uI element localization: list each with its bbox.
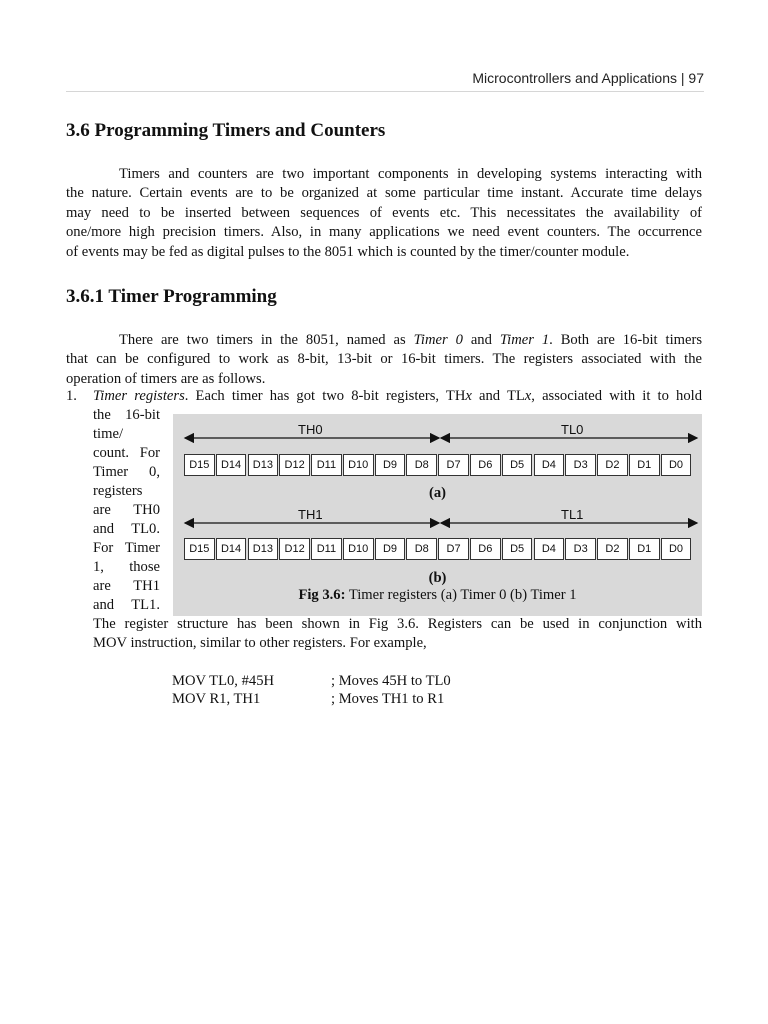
- text-run: . Each timer has got two 8-bit registers, TH: [184, 388, 466, 404]
- code-instruction: MOV TL0, #45H: [172, 673, 275, 689]
- label-th1: TH1: [295, 507, 326, 522]
- bit-cell-d0: D0: [661, 538, 692, 560]
- bit-cell-d2: D2: [597, 454, 628, 476]
- bit-cell-d15: D15: [184, 538, 215, 560]
- bit-cell-d14: D14: [216, 538, 247, 560]
- wrap-line: For Timer: [93, 540, 160, 557]
- paragraph-line: the nature. Certain events are to be organized at some particular time instant. Accurate time delays: [66, 185, 702, 202]
- figure-tag-a: (a): [428, 485, 447, 501]
- wrap-line: time/: [93, 426, 123, 443]
- register-row-timer1: [184, 538, 691, 560]
- bit-cell-d12: D12: [279, 538, 310, 560]
- bit-cell-d8: D8: [406, 454, 437, 476]
- text-run: and TL: [471, 388, 525, 404]
- text-run: . Both are 16-bit timers: [549, 332, 703, 348]
- bit-cell-d12: D12: [279, 454, 310, 476]
- section-title-3-6: 3.6 Programming Timers and Counters: [66, 120, 386, 141]
- label-tl1: TL1: [558, 507, 586, 522]
- bit-cell-d8: D8: [406, 538, 437, 560]
- register-row-timer0: [184, 454, 691, 476]
- text-run: and: [462, 332, 500, 348]
- bit-cell-d1: D1: [629, 454, 660, 476]
- figure-tag-b: (b): [428, 570, 447, 586]
- label-th0: TH0: [295, 422, 326, 437]
- code-instruction: MOV R1, TH1: [172, 691, 261, 707]
- wrap-line: are TH0: [93, 502, 160, 519]
- header-rule: [66, 91, 704, 92]
- bit-cell-d9: D9: [375, 454, 406, 476]
- wrap-line: the 16-bit: [93, 407, 160, 423]
- term-timer1: Timer 1: [499, 332, 550, 348]
- bit-cell-d6: D6: [470, 454, 501, 476]
- paragraph-register-structure: [93, 615, 702, 654]
- paragraph-line: Timers and counters are two important components in developing systems interacting with: [119, 166, 702, 182]
- bit-cell-d0: D0: [661, 454, 692, 476]
- bit-cell-d7: D7: [438, 538, 469, 560]
- term-timer-registers: Timer registers: [93, 388, 185, 404]
- paragraph-timers-counters: [66, 165, 702, 262]
- wrap-line: 1, those: [93, 559, 160, 576]
- text-run-italic: x: [524, 388, 532, 404]
- bit-cell-d15: D15: [184, 454, 215, 476]
- bit-cell-d5: D5: [502, 538, 533, 560]
- text-run-italic: x: [465, 388, 472, 404]
- wrap-line: Timer 0,: [93, 464, 160, 481]
- wrap-line: count. For: [93, 445, 160, 462]
- caption-text: Timer registers (a) Timer 0 (b) Timer 1: [345, 587, 577, 603]
- wrap-line: and TL0.: [93, 521, 160, 538]
- bit-cell-d7: D7: [438, 454, 469, 476]
- bit-cell-d1: D1: [629, 538, 660, 560]
- paragraph-line: [66, 331, 702, 350]
- list-item-first-line: [93, 387, 702, 406]
- text-run: , associated with it to hold: [531, 388, 702, 404]
- bit-cell-d4: D4: [534, 454, 565, 476]
- running-header: Microcontrollers and Applications | 97: [472, 70, 704, 86]
- paragraph-timer-programming: [66, 331, 702, 389]
- caption-label: Fig 3.6:: [298, 587, 346, 603]
- bit-cell-d14: D14: [216, 454, 247, 476]
- paragraph-line: of events may be fed as digital pulses to the 8051 which is counted by the timer/counter module.: [66, 243, 630, 260]
- bit-cell-d11: D11: [311, 454, 342, 476]
- bit-cell-d5: D5: [502, 454, 533, 476]
- paragraph-line: may need to be inserted between sequences of events etc. This necessitates the availability of: [66, 204, 702, 221]
- bit-cell-d3: D3: [565, 454, 596, 476]
- bit-cell-d4: D4: [534, 538, 565, 560]
- bit-cell-d3: D3: [565, 538, 596, 560]
- bit-cell-d9: D9: [375, 538, 406, 560]
- bit-cell-d2: D2: [597, 538, 628, 560]
- bit-cell-d10: D10: [343, 538, 374, 560]
- code-comment: ; Moves 45H to TL0: [331, 673, 451, 689]
- wrapped-text-column: [93, 406, 160, 616]
- code-comment: ; Moves TH1 to R1: [331, 691, 445, 707]
- bit-cell-d6: D6: [470, 538, 501, 560]
- paragraph-line: operation of timers are as follows.: [66, 370, 266, 387]
- list-number: 1.: [66, 388, 77, 404]
- bit-cell-d13: D13: [248, 538, 279, 560]
- term-timer0: Timer 0: [413, 332, 463, 348]
- figure-caption: [173, 587, 702, 604]
- text-run: There are two timers in the 8051, named as: [119, 332, 414, 348]
- paragraph-line: The register structure has been shown in Fig 3.6. Registers can be used in conjunction with: [93, 616, 702, 632]
- wrap-line: registers: [93, 483, 143, 500]
- paragraph-line: that can be configured to work as 8-bit, 13-bit or 16-bit timers. The registers associated with the: [66, 351, 702, 368]
- wrap-line: and TL1.: [93, 597, 160, 614]
- label-tl0: TL0: [558, 422, 586, 437]
- paragraph-line: one/more high precision timers. Also, in many applications we need event counters. The occurrence: [66, 224, 702, 241]
- paragraph-line: MOV instruction, similar to other registers. For example,: [93, 635, 427, 652]
- figure-timer-registers: [173, 414, 702, 616]
- bit-cell-d10: D10: [343, 454, 374, 476]
- section-title-3-6-1: 3.6.1 Timer Programming: [66, 286, 277, 307]
- bit-cell-d13: D13: [248, 454, 279, 476]
- bit-cell-d11: D11: [311, 538, 342, 560]
- wrap-line: are TH1: [93, 578, 160, 595]
